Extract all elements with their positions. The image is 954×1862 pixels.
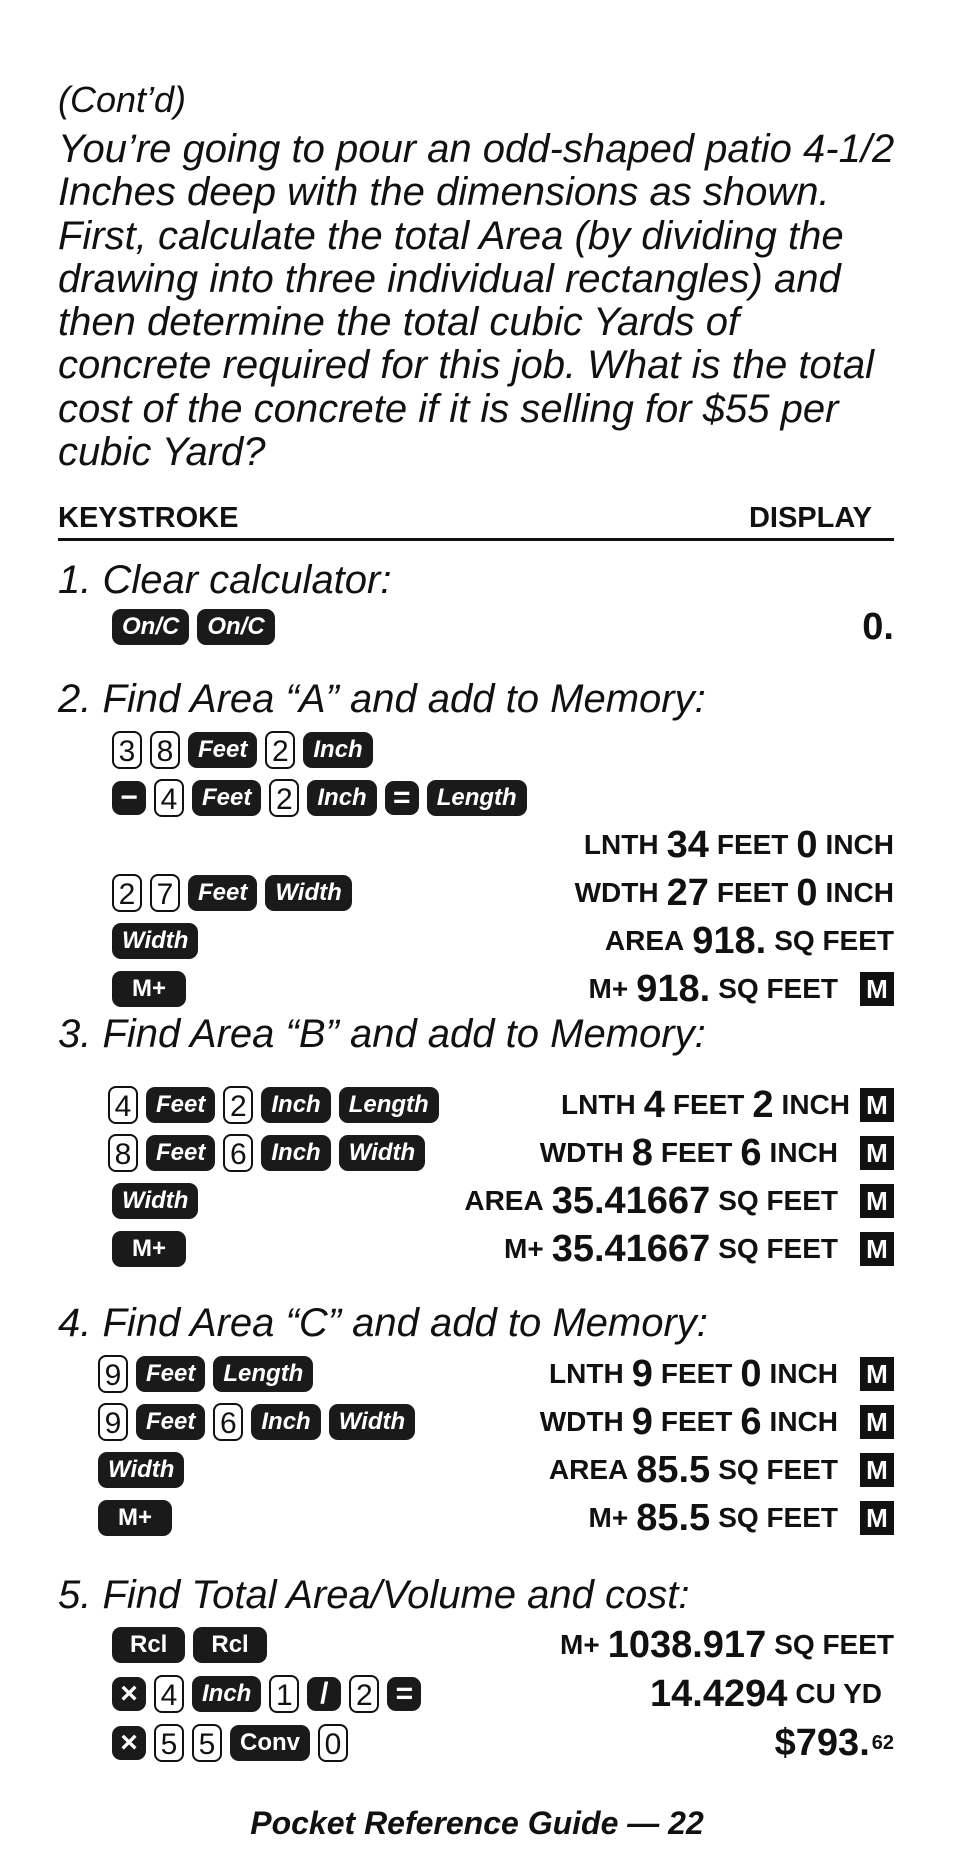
step-5-title: 5. Find Total Area/Volume and cost: xyxy=(58,1573,690,1617)
display-label: WDTH xyxy=(574,877,659,908)
divide-key[interactable]: / xyxy=(307,1677,341,1711)
keystrokes xyxy=(112,604,283,650)
step-4-title: 4. Find Area “C” and add to Memory: xyxy=(58,1301,708,1345)
digit-7-key[interactable]: 7 xyxy=(150,874,180,912)
keystrokes xyxy=(112,727,381,773)
display-value: 0. xyxy=(862,605,894,648)
digit-9-key[interactable]: 9 xyxy=(98,1355,128,1393)
digit-9-key[interactable]: 9 xyxy=(98,1403,128,1441)
display-unit: SQ FEET xyxy=(774,1629,894,1660)
display-unit: CU YD xyxy=(795,1678,882,1709)
display-number: 0 xyxy=(796,823,818,866)
display-number: 35.41667 xyxy=(551,1179,711,1222)
inch-key[interactable]: Inch xyxy=(251,1404,320,1440)
digit-6-key[interactable]: 6 xyxy=(223,1134,253,1172)
display-unit: SQ FEET xyxy=(774,925,894,956)
times-key[interactable]: × xyxy=(112,1677,146,1711)
length-key[interactable]: Length xyxy=(213,1356,313,1392)
memory-indicator: M xyxy=(860,1501,894,1535)
onc-key[interactable]: On/C xyxy=(197,609,274,645)
keystroke-header: KEYSTROKE xyxy=(58,502,239,534)
keystrokes xyxy=(112,775,535,821)
conv-key[interactable]: Conv xyxy=(230,1725,310,1761)
display-unit: INCH xyxy=(825,877,894,908)
inch-key[interactable]: Inch xyxy=(192,1676,261,1712)
feet-key[interactable]: Feet xyxy=(192,780,261,816)
display-label: AREA xyxy=(604,925,685,956)
memory-indicator: M xyxy=(860,1357,894,1391)
keystrokes xyxy=(98,1399,423,1445)
memory-indicator: M xyxy=(860,1136,894,1170)
display-label: AREA xyxy=(464,1185,544,1216)
display-area xyxy=(549,1447,894,1493)
digit-1-key[interactable]: 1 xyxy=(269,1675,299,1713)
mplus-key[interactable]: M+ xyxy=(112,971,186,1007)
keystrokes xyxy=(108,1130,433,1176)
display-header: DISPLAY xyxy=(748,502,872,534)
display-number: 27 xyxy=(666,871,709,914)
display-unit: INCH xyxy=(781,1089,850,1120)
display-unit: SQ FEET xyxy=(718,1454,838,1485)
column-header xyxy=(58,498,894,541)
display-unit: SQ FEET xyxy=(718,1233,838,1264)
mplus-key[interactable]: M+ xyxy=(98,1500,172,1536)
display-number: 2 xyxy=(752,1083,774,1126)
digit-4-key[interactable]: 4 xyxy=(108,1086,138,1124)
display-mplus xyxy=(589,966,894,1012)
memory-indicator: M xyxy=(860,972,894,1006)
step-3-row-2 xyxy=(0,1130,954,1176)
inch-key[interactable]: Inch xyxy=(303,732,372,768)
display-number: 4 xyxy=(643,1083,665,1126)
width-key[interactable]: Width xyxy=(112,923,198,959)
step-5-row-3 xyxy=(0,1720,954,1766)
continued-label: (Cont’d) xyxy=(58,79,187,120)
display-unit: INCH xyxy=(825,829,894,860)
step-3-title: 3. Find Area “B” and add to Memory: xyxy=(58,1012,706,1056)
step-2-title: 2. Find Area “A” and add to Memory: xyxy=(58,677,706,721)
display-number: 6 xyxy=(740,1131,762,1174)
keystrokes xyxy=(112,1178,206,1224)
digit-5-key[interactable]: 5 xyxy=(192,1724,222,1762)
equals-key[interactable]: = xyxy=(385,781,419,815)
display-number: 14.4294 xyxy=(650,1672,788,1715)
step-2-row-5 xyxy=(0,918,954,964)
step-1-title: 1. Clear calculator: xyxy=(58,558,392,602)
display-unit: FEET xyxy=(716,877,789,908)
memory-indicator: M xyxy=(860,1453,894,1487)
step-1-row xyxy=(0,604,954,650)
step-4-row-2 xyxy=(0,1399,954,1445)
display-mplus xyxy=(589,1495,894,1541)
step-2-row-2 xyxy=(0,775,954,821)
rcl-key[interactable]: Rcl xyxy=(112,1627,185,1663)
display-label: M+ xyxy=(504,1233,544,1264)
inch-key[interactable]: Inch xyxy=(261,1135,330,1171)
width-key[interactable]: Width xyxy=(112,1183,198,1219)
display-label: M+ xyxy=(560,1629,600,1660)
length-key[interactable]: Length xyxy=(339,1087,439,1123)
display-number: 85.5 xyxy=(636,1496,711,1539)
display-number: 8 xyxy=(631,1131,653,1174)
display-number: 85.5 xyxy=(636,1448,711,1491)
mplus-key[interactable]: M+ xyxy=(112,1231,186,1267)
display-label: AREA xyxy=(548,1454,629,1485)
digit-2-key[interactable]: 2 xyxy=(269,779,299,817)
memory-indicator: M xyxy=(860,1088,894,1122)
memory-indicator: M xyxy=(860,1184,894,1218)
equals-key[interactable]: = xyxy=(387,1677,421,1711)
digit-0-key[interactable]: 0 xyxy=(318,1724,348,1762)
display-label: LNTH xyxy=(561,1089,636,1120)
display-volume xyxy=(642,1671,882,1717)
onc-key[interactable]: On/C xyxy=(112,609,189,645)
minus-key[interactable]: − xyxy=(112,781,146,815)
step-3-row-4 xyxy=(0,1226,954,1272)
display-lnth xyxy=(561,1082,894,1128)
length-key[interactable]: Length xyxy=(427,780,527,816)
display-cost xyxy=(767,1720,894,1766)
digit-8-key[interactable]: 8 xyxy=(150,731,180,769)
times-key[interactable]: × xyxy=(112,1726,146,1760)
digit-2-key[interactable]: 2 xyxy=(112,874,142,912)
display-unit: FEET xyxy=(672,1089,745,1120)
keystrokes xyxy=(112,1671,429,1717)
step-2-row-3 xyxy=(0,822,954,868)
step-5-row-2 xyxy=(0,1671,954,1717)
feet-key[interactable]: Feet xyxy=(136,1356,205,1392)
display-label: WDTH xyxy=(539,1137,624,1168)
keystrokes xyxy=(112,1622,275,1668)
step-2-row-1 xyxy=(0,727,954,773)
feet-key[interactable]: Feet xyxy=(136,1404,205,1440)
keystrokes xyxy=(108,1082,447,1128)
step-3-row-1 xyxy=(0,1082,954,1128)
step-2-row-4 xyxy=(0,870,954,916)
display-mplus xyxy=(504,1226,894,1272)
display-number: 35.41667 xyxy=(551,1227,711,1270)
display-unit: INCH xyxy=(769,1406,838,1437)
display-number: 9 xyxy=(631,1352,653,1395)
display-number: 0 xyxy=(740,1352,762,1395)
display-unit: FEET xyxy=(716,829,789,860)
step-2-row-6 xyxy=(0,966,954,1012)
keystrokes xyxy=(112,870,360,916)
display-lnth xyxy=(549,1351,894,1397)
display-cents: 62 xyxy=(871,1731,894,1754)
digit-8-key[interactable]: 8 xyxy=(108,1134,138,1172)
problem-text: You’re going to pour an odd-shaped patio 4-1/2 Inches deep with the dimensions as shown. First, calculate the total Area (by dividing the drawing into three individual rectangles) and then determine the total cubic Yards of concrete required for this job. What is the total cost of the concrete if it is selling for $55 per cubic Yard? xyxy=(58,127,895,475)
display-label: LNTH xyxy=(549,1358,624,1389)
display-unit: INCH xyxy=(769,1137,838,1168)
step-4-row-1 xyxy=(0,1351,954,1397)
width-key[interactable]: Width xyxy=(98,1452,184,1488)
memory-indicator: M xyxy=(860,1232,894,1266)
memory-indicator: M xyxy=(860,1405,894,1439)
width-key[interactable]: Width xyxy=(339,1135,425,1171)
display-wdth xyxy=(575,870,894,916)
feet-key[interactable]: Feet xyxy=(146,1087,215,1123)
step-4-row-3 xyxy=(0,1447,954,1493)
display-number: 9 xyxy=(631,1400,653,1443)
keystrokes xyxy=(112,1226,194,1272)
display-number: 34 xyxy=(666,823,709,866)
step-5-row-1 xyxy=(0,1622,954,1668)
display-label: WDTH xyxy=(539,1406,624,1437)
keystrokes xyxy=(98,1495,180,1541)
keystrokes xyxy=(98,1447,192,1493)
display-unit: FEET xyxy=(660,1358,733,1389)
feet-key[interactable]: Feet xyxy=(188,875,257,911)
display-number: $793. xyxy=(774,1721,870,1764)
width-key[interactable]: Width xyxy=(329,1404,415,1440)
inch-key[interactable]: Inch xyxy=(307,780,376,816)
display-label: M+ xyxy=(588,973,629,1004)
display-wdth xyxy=(540,1399,894,1445)
display-unit: FEET xyxy=(660,1406,733,1437)
page-footer: Pocket Reference Guide — 22 xyxy=(250,1805,704,1841)
feet-key[interactable]: Feet xyxy=(188,732,257,768)
keystrokes xyxy=(112,918,206,964)
step-4-row-4 xyxy=(0,1495,954,1541)
display-area xyxy=(605,918,894,964)
inch-key[interactable]: Inch xyxy=(261,1087,330,1123)
display-number: 918. xyxy=(692,919,767,962)
display-label: M+ xyxy=(588,1502,629,1533)
display-label: LNTH xyxy=(583,829,659,860)
display-unit: INCH xyxy=(769,1358,838,1389)
rcl-key[interactable]: Rcl xyxy=(193,1627,266,1663)
display-unit: FEET xyxy=(660,1137,733,1168)
digit-2-key[interactable]: 2 xyxy=(223,1086,253,1124)
display-number: 6 xyxy=(740,1400,762,1443)
digit-4-key[interactable]: 4 xyxy=(154,1675,184,1713)
display-area xyxy=(464,1178,894,1224)
feet-key[interactable]: Feet xyxy=(146,1135,215,1171)
display-wdth xyxy=(540,1130,894,1176)
display-number: 1038.917 xyxy=(607,1623,767,1666)
width-key[interactable]: Width xyxy=(265,875,351,911)
digit-2-key[interactable]: 2 xyxy=(349,1675,379,1713)
display-lnth xyxy=(584,822,894,868)
digit-2-key[interactable]: 2 xyxy=(265,731,295,769)
display-total-area xyxy=(560,1622,894,1668)
step-3-row-3 xyxy=(0,1178,954,1224)
digit-4-key[interactable]: 4 xyxy=(154,779,184,817)
keystrokes xyxy=(112,1720,356,1766)
digit-5-key[interactable]: 5 xyxy=(154,1724,184,1762)
display-unit: SQ FEET xyxy=(718,1502,838,1533)
display-number: 0 xyxy=(796,871,818,914)
digit-3-key[interactable]: 3 xyxy=(112,731,142,769)
display-unit: SQ FEET xyxy=(718,973,838,1004)
digit-6-key[interactable]: 6 xyxy=(213,1403,243,1441)
keystrokes xyxy=(98,1351,321,1397)
display-unit: SQ FEET xyxy=(718,1185,838,1216)
display-number: 918. xyxy=(636,967,711,1010)
keystrokes xyxy=(112,966,194,1012)
